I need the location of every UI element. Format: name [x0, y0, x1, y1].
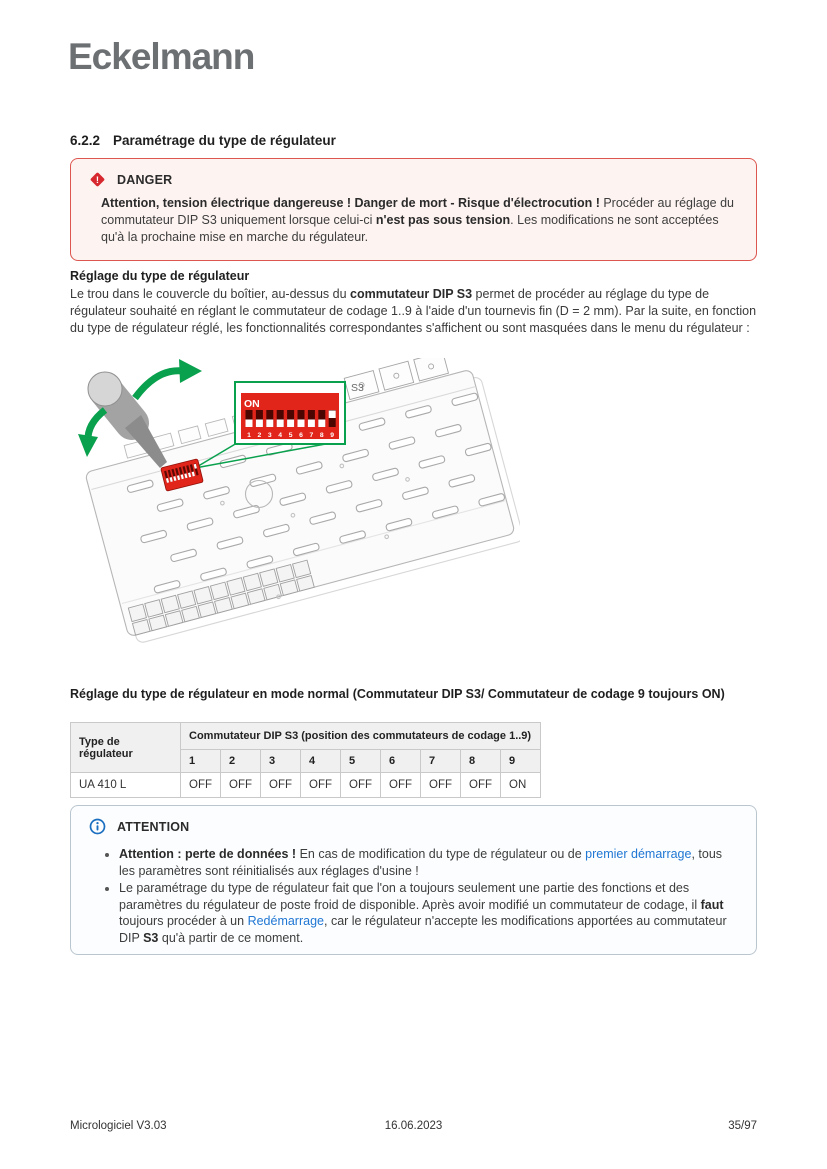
danger-text-2: . Les modifications ne sont acceptées qu'à la prochaine mise en marche du régulateur.	[101, 213, 719, 244]
intro-bold-1: commutateur DIP S3	[350, 287, 473, 301]
footer-page-number: 35/97	[728, 1120, 757, 1132]
cell-switch-7: OFF	[421, 773, 461, 798]
col-header-6: 6	[381, 750, 421, 773]
s3-label: S3	[351, 382, 364, 394]
section-heading	[70, 133, 336, 148]
dip-numbers	[247, 432, 334, 439]
svg-text:4: 4	[278, 432, 283, 439]
attention-list	[119, 846, 740, 946]
danger-diamond-icon	[89, 171, 106, 188]
col-header-type: Type de régulateur	[71, 723, 181, 773]
attention-bullet-2	[119, 880, 740, 946]
attention1-bold: Attention : perte de données !	[119, 847, 297, 861]
danger-text-1: Procéder au réglage du commutateur DIP S3 uniquement lorsque celui-ci	[101, 196, 734, 227]
cell-switch-4: OFF	[301, 773, 341, 798]
cell-switch-2: OFF	[221, 773, 261, 798]
section-title: Paramétrage du type de régulateur	[113, 133, 336, 148]
link-redemarrage[interactable]: Redémarrage	[247, 914, 324, 928]
col-header-1: 1	[181, 750, 221, 773]
col-header-2: 2	[221, 750, 261, 773]
dip-settings-table	[70, 722, 541, 798]
svg-text:3: 3	[267, 432, 272, 439]
svg-text:8: 8	[319, 432, 324, 439]
footer-date: 16.06.2023	[384, 1120, 443, 1132]
attention-title-row	[71, 806, 756, 835]
danger-bold-2: n'est pas sous tension	[375, 213, 511, 227]
svg-text:5: 5	[288, 432, 293, 439]
danger-title-row	[71, 159, 756, 188]
attention1-text-1: En cas de modification du type de régulateur ou de	[296, 847, 586, 861]
svg-text:6: 6	[299, 432, 303, 439]
table-caption: Réglage du type de régulateur en mode normal (Commutateur DIP S3/ Commutateur de codage 9 toujours ON)	[70, 687, 725, 701]
svg-text:2: 2	[257, 432, 262, 439]
attention-box	[70, 805, 757, 955]
intro-heading: Réglage du type de régulateur	[70, 269, 250, 283]
dip-callout	[235, 382, 364, 444]
col-header-group: Commutateur DIP S3 (position des commutateurs de codage 1..9)	[181, 723, 541, 750]
table-row	[71, 773, 541, 798]
page-footer	[70, 1120, 757, 1132]
dip-on-label: ON	[244, 398, 260, 410]
attention1-text-2: , tous les paramètres sont réinitialisés aux réglages d'usine !	[119, 847, 723, 878]
attention2-bold-2: S3	[143, 930, 159, 945]
cell-switch-1: OFF	[181, 773, 221, 798]
col-header-4: 4	[301, 750, 341, 773]
svg-text:7: 7	[309, 432, 314, 439]
attention-bullet-1	[119, 846, 740, 879]
col-header-9: 9	[501, 750, 541, 773]
cell-switch-3: OFF	[261, 773, 301, 798]
col-header-3: 3	[261, 750, 301, 773]
col-header-8: 8	[461, 750, 501, 773]
figure-dip-switch	[75, 358, 520, 670]
section-number: 6.2.2	[70, 133, 101, 148]
danger-body	[71, 188, 756, 246]
danger-title: DANGER	[117, 172, 173, 187]
intro-paragraph	[70, 286, 762, 337]
table-header-row	[71, 723, 541, 750]
eckelmann-logo: Eckelmann	[68, 36, 255, 77]
cell-switch-6: OFF	[381, 773, 421, 798]
intro-text-2: permet de procéder au réglage du type de régulateur souhaité en réglant le commutateur de codage 1..9 à l'aide d'un tournevis fin (D = 2 mm). Par la suite, en fonction du type de régulateur réglé, les fonctionnalités correspondantes s'affichent ou sont masquées dans le menu du régulateur :	[70, 287, 757, 335]
svg-text:!: !	[95, 174, 100, 186]
info-icon	[89, 818, 106, 835]
intro-section	[70, 268, 762, 337]
link-premier-demarrage[interactable]: premier démarrage	[585, 847, 692, 861]
device-illustration	[75, 358, 520, 670]
danger-bold-1: Attention, tension électrique dangereuse ! Danger de mort - Risque d'électrocution !	[101, 196, 600, 210]
attention2-bold-1: faut	[700, 897, 724, 912]
col-header-7: 7	[421, 750, 461, 773]
footer-firmware-version: Micrologiciel V3.03	[70, 1120, 167, 1132]
intro-text-1: Le trou dans le couvercle du boîtier, au-dessus du	[70, 287, 351, 301]
attention2-text-3: , car le régulateur n'accepte les modifications apportées au commutateur DIP	[119, 914, 727, 945]
svg-text:1: 1	[247, 432, 251, 439]
cell-switch-5: OFF	[341, 773, 381, 798]
attention2-text-2: toujours procéder à un	[119, 914, 248, 928]
attention2-text-1: Le paramétrage du type de régulateur fait que l'on a toujours seulement une partie des fonctions et des paramètres du régulateur de poste froid de disponible. Après avoir modifié un commutateur de codage, il	[119, 881, 701, 912]
svg-text:9: 9	[330, 432, 335, 439]
danger-box	[70, 158, 757, 261]
cell-switch-9: ON	[501, 773, 541, 798]
col-header-5: 5	[341, 750, 381, 773]
cell-switch-8: OFF	[461, 773, 501, 798]
attention2-text-4: qu'à partir de ce moment.	[158, 930, 304, 945]
attention-title: ATTENTION	[117, 819, 190, 834]
cell-regulator-type: UA 410 L	[71, 773, 181, 798]
